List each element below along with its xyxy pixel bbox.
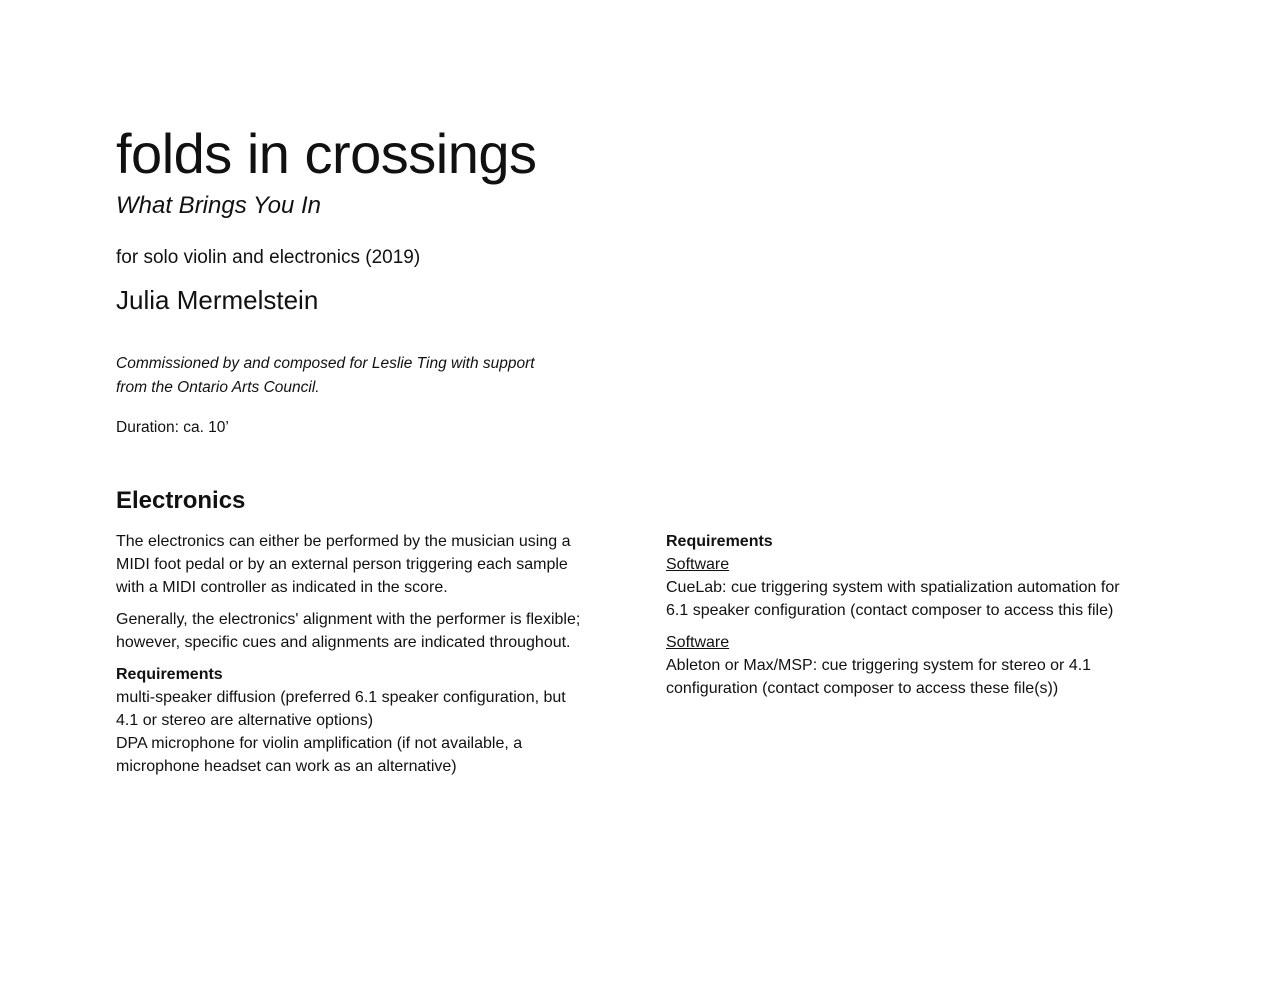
requirement-line: DPA microphone for violin amplification (if not available, a (116, 735, 523, 752)
software-label: Software (666, 634, 730, 651)
software-line: configuration (contact composer to access these file(s)) (666, 680, 1059, 697)
hardware-requirements (116, 663, 616, 778)
software-requirements-2 (666, 631, 1166, 700)
requirement-line: microphone headset can work as an alternative) (116, 758, 457, 775)
commission-note (116, 352, 576, 400)
requirements-heading: Requirements (116, 666, 223, 683)
performance-paragraph (116, 530, 616, 599)
paragraph-line: with a MIDI controller as indicated in the score. (116, 579, 448, 596)
software-line: Ableton or Max/MSP: cue triggering system for stereo or 4.1 (666, 657, 1092, 674)
requirement-line: multi-speaker diffusion (preferred 6.1 speaker configuration, but (116, 689, 566, 706)
commission-line: Commissioned by and composed for Leslie Ting with support (116, 355, 535, 372)
requirement-line: 4.1 or stereo are alternative options) (116, 712, 374, 729)
composer-name: Julia Mermelstein (116, 285, 319, 315)
software-requirements-1 (666, 530, 1166, 622)
requirements-heading: Requirements (666, 533, 773, 550)
instrumentation-text: for solo violin and electronics (2019) (116, 247, 421, 268)
alignment-paragraph (116, 608, 616, 654)
paragraph-line: however, specific cues and alignments are indicated throughout. (116, 634, 571, 651)
electronics-left-column (116, 530, 616, 787)
paragraph-line: Generally, the electronics' alignment with the performer is flexible; (116, 611, 581, 628)
software-line: CueLab: cue triggering system with spatialization automation for (666, 579, 1120, 596)
paragraph-line: MIDI foot pedal or by an external person triggering each sample (116, 556, 568, 573)
software-label: Software (666, 556, 730, 573)
piece-title: folds in crossings (116, 122, 537, 185)
electronics-heading: Electronics (116, 487, 246, 514)
paragraph-line: The electronics can either be performed by the musician using a (116, 533, 571, 550)
electronics-right-column (666, 530, 1166, 709)
software-line: 6.1 speaker configuration (contact composer to access this file) (666, 602, 1114, 619)
duration-text: Duration: ca. 10’ (116, 419, 229, 436)
commission-line: from the Ontario Arts Council. (116, 379, 320, 396)
piece-subtitle: What Brings You In (116, 192, 322, 219)
